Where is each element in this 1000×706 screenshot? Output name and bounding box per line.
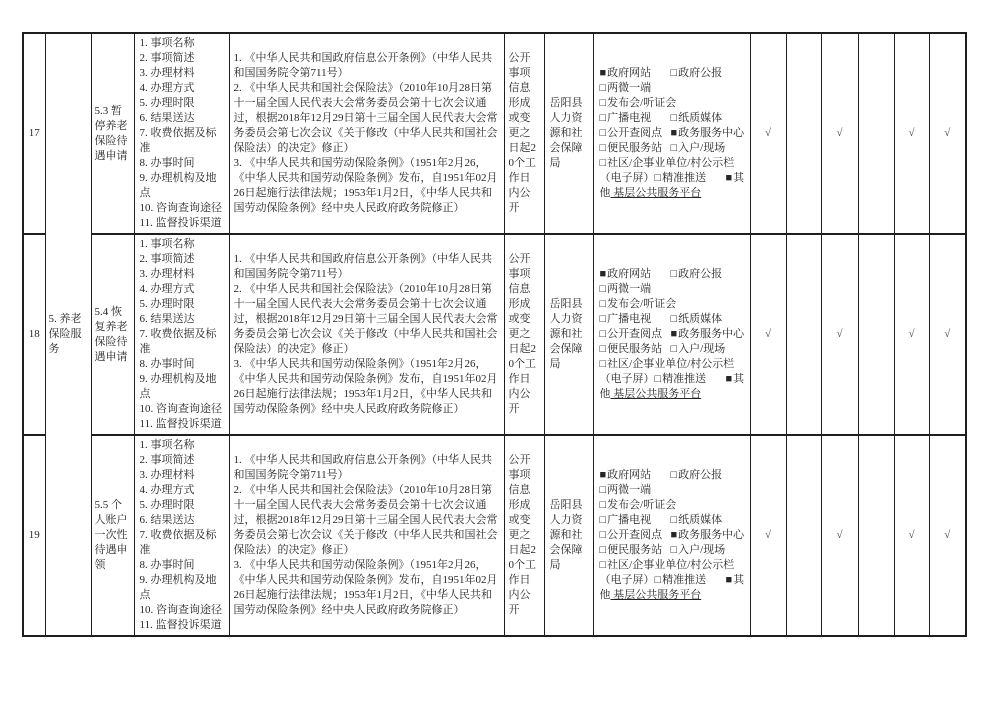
mark-cell bbox=[858, 234, 894, 435]
item-name-cell: 5.4 恢复养老保险待遇申请 bbox=[91, 234, 134, 435]
checkbox-unchecked-icon: □ bbox=[599, 343, 607, 355]
checkbox-checked-icon: ■ bbox=[725, 172, 733, 184]
text-line: 7. 收费依据及标准 bbox=[139, 529, 217, 556]
checkbox-unchecked-icon: □ bbox=[599, 328, 607, 340]
text-line: 5. 办理时限 bbox=[139, 298, 195, 310]
checkbox-unchecked-icon: □ bbox=[599, 559, 607, 571]
mark-cell: √ bbox=[929, 435, 966, 636]
channel-item: □发布会/听证会 bbox=[599, 499, 677, 511]
checkbox-unchecked-icon: □ bbox=[599, 82, 607, 94]
checkbox-checked-icon: ■ bbox=[599, 469, 607, 481]
text-line: 2. 《中华人民共和国社会保险法》（2010年10月28日第十一届全国人民代表大会常务委员会第十七次会议通过，根据2018年12月29日第十三届全国人民代表大会常务委员会第七次会议《关于修改（中华人民共和国社会保险法）的决定》修正） bbox=[233, 283, 498, 355]
channel-item: □精准推送 bbox=[654, 172, 707, 184]
legal-basis-cell bbox=[229, 435, 504, 636]
checkbox-checked-icon: ■ bbox=[599, 67, 607, 79]
checkbox-unchecked-icon: □ bbox=[599, 529, 607, 541]
text-line: 1. 事项名称 bbox=[139, 238, 195, 250]
legal-basis-cell bbox=[229, 234, 504, 435]
text-line: 3. 《中华人民共和国劳动保险条例》（1951年2月26，《中华人民共和国劳动保险条例》发布，自1951年02月26日起施行法律法规；1953年1月2日，《中华人民共和国劳动保险条例》经中央人民政府政务院修正） bbox=[233, 559, 498, 616]
channel-item: □政府公报 bbox=[670, 469, 723, 481]
text-line: 11. 监督投诉渠道 bbox=[139, 418, 222, 430]
checkbox-unchecked-icon: □ bbox=[599, 142, 607, 154]
channel-item: □政府公报 bbox=[670, 268, 723, 280]
channel-item: □两微一端 bbox=[599, 82, 652, 94]
text-line: 2. 《中华人民共和国社会保险法》（2010年10月28日第十一届全国人民代表大会常务委员会第十七次会议通过，根据2018年12月29日第十三届全国人民代表大会常务委员会第七次会议《关于修改（中华人民共和国社会保险法）的决定》修正） bbox=[233, 82, 498, 154]
checkbox-unchecked-icon: □ bbox=[599, 313, 607, 325]
channel-item: □两微一端 bbox=[599, 484, 652, 496]
table-row bbox=[23, 33, 966, 234]
checkbox-unchecked-icon: □ bbox=[599, 112, 607, 124]
agency-cell: 岳阳县人力资源和社会保障局 bbox=[544, 33, 593, 234]
text-line: 4. 办理方式 bbox=[139, 484, 195, 496]
checkbox-unchecked-icon: □ bbox=[670, 112, 678, 124]
mark-cell: √ bbox=[929, 33, 966, 234]
channel-item: □两微一端 bbox=[599, 283, 652, 295]
mark-cell: √ bbox=[750, 234, 786, 435]
text-line: 2. 事项简述 bbox=[139, 52, 195, 64]
checkbox-unchecked-icon: □ bbox=[670, 142, 678, 154]
checkbox-unchecked-icon: □ bbox=[599, 127, 607, 139]
text-line: 4. 办理方式 bbox=[139, 283, 195, 295]
channels-cell bbox=[593, 234, 750, 435]
mark-cell: √ bbox=[750, 33, 786, 234]
text-line: 11. 监督投诉渠道 bbox=[139, 217, 222, 229]
channel-item: ■政务服务中心 bbox=[670, 529, 745, 541]
channel-item: ■政府网站 bbox=[599, 268, 652, 280]
channel-item: □纸质媒体 bbox=[670, 112, 723, 124]
text-line: 2. 事项简述 bbox=[139, 253, 195, 265]
mark-cell: √ bbox=[929, 234, 966, 435]
channel-item: □发布会/听证会 bbox=[599, 97, 677, 109]
text-line: 4. 办理方式 bbox=[139, 82, 195, 94]
time-limit-cell: 公开事项信息形成或变更之日起20个工作日内公开 bbox=[504, 234, 544, 435]
text-line: 1. 《中华人民共和国政府信息公开条例》（中华人民共和国国务院令第711号） bbox=[233, 454, 492, 481]
checkbox-unchecked-icon: □ bbox=[599, 358, 607, 370]
channel-item: ■其他 基层公共服务平台 bbox=[599, 574, 745, 601]
channel-item: □纸质媒体 bbox=[670, 313, 723, 325]
text-line: 2. 《中华人民共和国社会保险法》（2010年10月28日第十一届全国人民代表大会常务委员会第十七次会议通过，根据2018年12月29日第十三届全国人民代表大会常务委员会第七次会议《关于修改（中华人民共和国社会保险法）的决定》修正） bbox=[233, 484, 498, 556]
checkbox-unchecked-icon: □ bbox=[599, 484, 607, 496]
checkbox-unchecked-icon: □ bbox=[670, 343, 678, 355]
text-line: 8. 办事时间 bbox=[139, 358, 195, 370]
table-row bbox=[23, 435, 966, 636]
channel-item: ■政府网站 bbox=[599, 67, 652, 79]
checkbox-unchecked-icon: □ bbox=[670, 67, 678, 79]
checkbox-checked-icon: ■ bbox=[670, 328, 678, 340]
mark-cell: √ bbox=[894, 33, 929, 234]
text-line: 1. 《中华人民共和国政府信息公开条例》（中华人民共和国国务院令第711号） bbox=[233, 253, 492, 280]
text-line: 11. 监督投诉渠道 bbox=[139, 619, 222, 631]
channel-item: □便民服务站 bbox=[599, 142, 663, 154]
channel-item: □入户/现场 bbox=[670, 343, 726, 355]
text-line: 3. 办理材料 bbox=[139, 67, 195, 79]
text-line: 7. 收费依据及标准 bbox=[139, 328, 217, 355]
checkbox-checked-icon: ■ bbox=[670, 127, 678, 139]
checkbox-unchecked-icon: □ bbox=[670, 469, 678, 481]
item-name-cell: 5.3 暂停养老保险待遇申请 bbox=[91, 33, 134, 234]
text-line: 10. 咨询查询途径 bbox=[139, 403, 222, 415]
text-line: 10. 咨询查询途径 bbox=[139, 202, 222, 214]
other-channel-fill-text: 基层公共服务平台 bbox=[610, 388, 702, 400]
mark-cell: √ bbox=[894, 435, 929, 636]
channel-item: ■其他 基层公共服务平台 bbox=[599, 172, 745, 199]
channel-item: □便民服务站 bbox=[599, 343, 663, 355]
channel-item: □广播电视 bbox=[599, 313, 652, 325]
checkbox-checked-icon: ■ bbox=[725, 373, 733, 385]
checkbox-unchecked-icon: □ bbox=[599, 97, 607, 109]
checkbox-unchecked-icon: □ bbox=[670, 313, 678, 325]
channel-item: □广播电视 bbox=[599, 514, 652, 526]
mark-cell: √ bbox=[821, 33, 858, 234]
row-number: 17 bbox=[23, 33, 45, 234]
other-channel-fill-text: 基层公共服务平台 bbox=[610, 187, 702, 199]
channel-item: ■其他 基层公共服务平台 bbox=[599, 373, 745, 400]
content-items-cell bbox=[134, 33, 229, 234]
text-line: 5. 办理时限 bbox=[139, 97, 195, 109]
checkbox-unchecked-icon: □ bbox=[670, 514, 678, 526]
text-line: 3. 《中华人民共和国劳动保险条例》（1951年2月26，《中华人民共和国劳动保险条例》发布，自1951年02月26日起施行法律法规；1953年1月2日，《中华人民共和国劳动保险条例》经中央人民政府政务院修正） bbox=[233, 358, 498, 415]
channel-item: □政府公报 bbox=[670, 67, 723, 79]
row-number: 18 bbox=[23, 234, 45, 435]
channel-item: ■政务服务中心 bbox=[670, 328, 745, 340]
text-line: 9. 办理机构及地点 bbox=[139, 373, 217, 400]
text-line: 3. 办理材料 bbox=[139, 469, 195, 481]
content-items-cell bbox=[134, 234, 229, 435]
channels-cell bbox=[593, 435, 750, 636]
checkbox-unchecked-icon: □ bbox=[599, 283, 607, 295]
text-line: 9. 办理机构及地点 bbox=[139, 574, 217, 601]
channel-item: □纸质媒体 bbox=[670, 514, 723, 526]
content-items-cell bbox=[134, 435, 229, 636]
mark-cell: √ bbox=[750, 435, 786, 636]
mark-cell bbox=[786, 435, 821, 636]
channels-cell bbox=[593, 33, 750, 234]
channel-item: □精准推送 bbox=[654, 574, 707, 586]
text-line: 1. 事项名称 bbox=[139, 37, 195, 49]
channel-item: □社区/企事业单位/村公示栏（电子屏） bbox=[599, 559, 735, 586]
disclosure-table bbox=[22, 32, 967, 637]
text-line: 5. 办理时限 bbox=[139, 499, 195, 511]
mark-cell: √ bbox=[894, 234, 929, 435]
channel-item: □社区/企事业单位/村公示栏（电子屏） bbox=[599, 157, 735, 184]
text-line: 7. 收费依据及标准 bbox=[139, 127, 217, 154]
agency-cell: 岳阳县人力资源和社会保障局 bbox=[544, 435, 593, 636]
checkbox-checked-icon: ■ bbox=[670, 529, 678, 541]
text-line: 8. 办事时间 bbox=[139, 157, 195, 169]
checkbox-unchecked-icon: □ bbox=[670, 268, 678, 280]
mark-cell: √ bbox=[821, 234, 858, 435]
time-limit-cell: 公开事项信息形成或变更之日起20个工作日内公开 bbox=[504, 33, 544, 234]
checkbox-unchecked-icon: □ bbox=[599, 499, 607, 511]
text-line: 8. 办事时间 bbox=[139, 559, 195, 571]
checkbox-unchecked-icon: □ bbox=[654, 373, 662, 385]
checkbox-unchecked-icon: □ bbox=[599, 544, 607, 556]
mark-cell: √ bbox=[821, 435, 858, 636]
text-line: 3. 《中华人民共和国劳动保险条例》（1951年2月26，《中华人民共和国劳动保险条例》发布，自1951年02月26日起施行法律法规；1953年1月2日，《中华人民共和国劳动保险条例》经中央人民政府政务院修正） bbox=[233, 157, 498, 214]
row-number: 19 bbox=[23, 435, 45, 636]
category-cell: 5. 养老保险服务 bbox=[45, 33, 91, 636]
mark-cell bbox=[786, 33, 821, 234]
checkbox-unchecked-icon: □ bbox=[599, 514, 607, 526]
checkbox-unchecked-icon: □ bbox=[599, 298, 607, 310]
item-name-cell: 5.5 个人账户一次性待遇申领 bbox=[91, 435, 134, 636]
legal-basis-cell bbox=[229, 33, 504, 234]
channel-item: ■政务服务中心 bbox=[670, 127, 745, 139]
channel-item: □广播电视 bbox=[599, 112, 652, 124]
text-line: 6. 结果送达 bbox=[139, 112, 195, 124]
text-line: 6. 结果送达 bbox=[139, 313, 195, 325]
channel-item: □公开查阅点 bbox=[599, 127, 663, 139]
channel-item: □社区/企事业单位/村公示栏（电子屏） bbox=[599, 358, 735, 385]
table-row bbox=[23, 234, 966, 435]
other-channel-fill-text: 基层公共服务平台 bbox=[610, 589, 702, 601]
checkbox-unchecked-icon: □ bbox=[654, 172, 662, 184]
checkbox-unchecked-icon: □ bbox=[670, 544, 678, 556]
time-limit-cell: 公开事项信息形成或变更之日起20个工作日内公开 bbox=[504, 435, 544, 636]
text-line: 9. 办理机构及地点 bbox=[139, 172, 217, 199]
mark-cell bbox=[858, 33, 894, 234]
checkbox-checked-icon: ■ bbox=[725, 574, 733, 586]
text-line: 6. 结果送达 bbox=[139, 514, 195, 526]
checkbox-unchecked-icon: □ bbox=[599, 157, 607, 169]
text-line: 2. 事项简述 bbox=[139, 454, 195, 466]
channel-item: □精准推送 bbox=[654, 373, 707, 385]
channel-item: □入户/现场 bbox=[670, 142, 726, 154]
text-line: 1. 《中华人民共和国政府信息公开条例》（中华人民共和国国务院令第711号） bbox=[233, 52, 492, 79]
checkbox-checked-icon: ■ bbox=[599, 268, 607, 280]
checkbox-unchecked-icon: □ bbox=[654, 574, 662, 586]
text-line: 10. 咨询查询途径 bbox=[139, 604, 222, 616]
text-line: 1. 事项名称 bbox=[139, 439, 195, 451]
channel-item: □公开查阅点 bbox=[599, 529, 663, 541]
agency-cell: 岳阳县人力资源和社会保障局 bbox=[544, 234, 593, 435]
text-line: 3. 办理材料 bbox=[139, 268, 195, 280]
channel-item: □入户/现场 bbox=[670, 544, 726, 556]
channel-item: ■政府网站 bbox=[599, 469, 652, 481]
channel-item: □公开查阅点 bbox=[599, 328, 663, 340]
channel-item: □发布会/听证会 bbox=[599, 298, 677, 310]
channel-item: □便民服务站 bbox=[599, 544, 663, 556]
mark-cell bbox=[858, 435, 894, 636]
mark-cell bbox=[786, 234, 821, 435]
